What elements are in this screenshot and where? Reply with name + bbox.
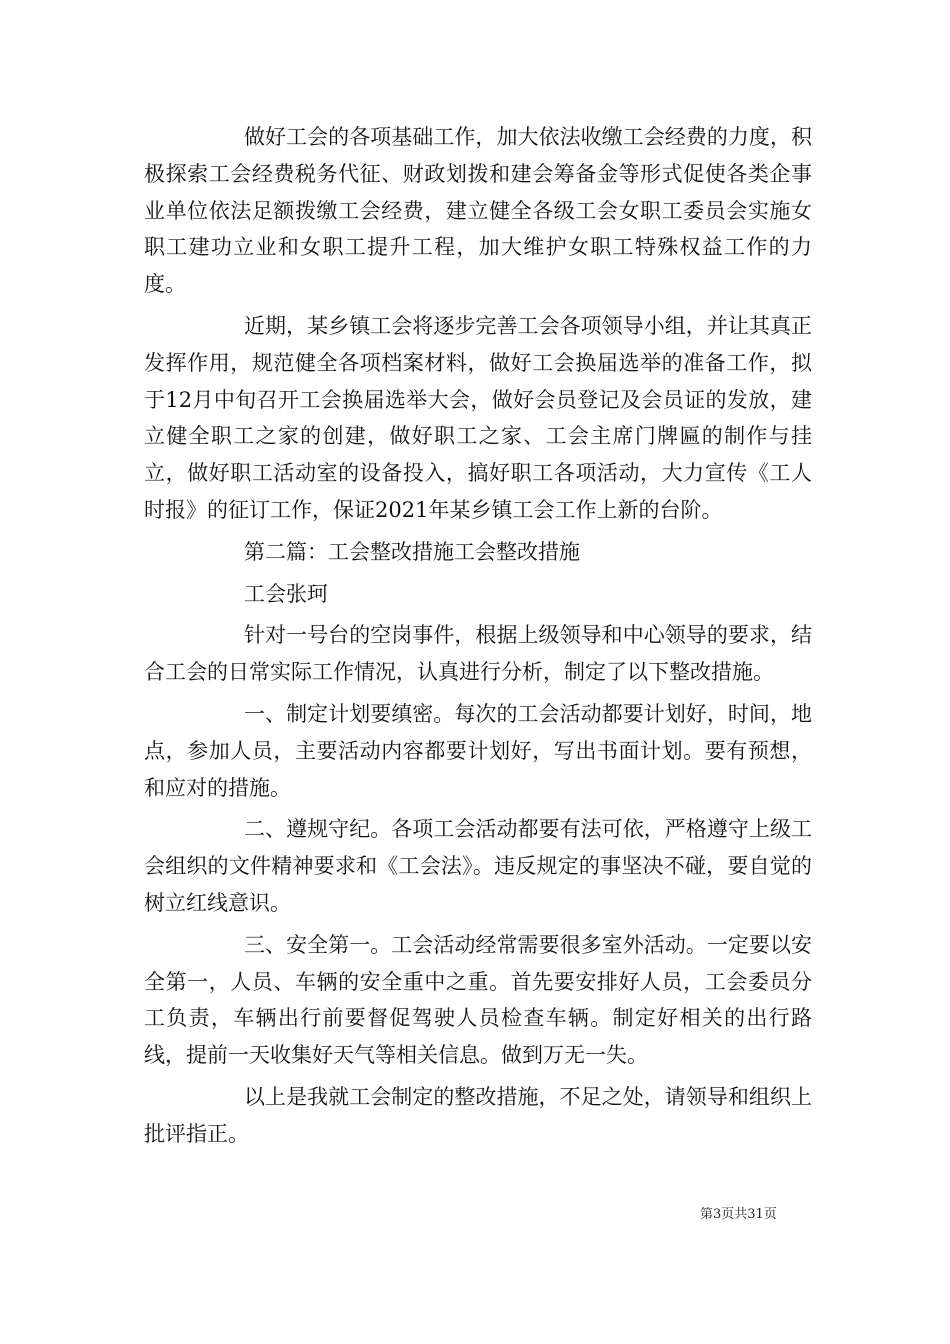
paragraph-measure-three: 三、安全第一。工会活动经常需要很多室外活动。一定要以安全第一，人员、车辆的安全重中之重。首先要安排好人员，工会委员分工负责，车辆出行前要督促驾驶人员检查车辆。制定好相关的出行路线，提前一天收集好天气等相关信息。做到万无一失。: [144, 932, 812, 1068]
paragraph-measure-one: 一、制定计划要缜密。每次的工会活动都要计划好，时间，地点，参加人员，主要活动内容都要计划好，写出书面计划。要有预想，和应对的措施。: [144, 701, 812, 800]
author-line: 工会张珂: [244, 581, 328, 606]
page-number-footer: 第3页共31页: [700, 1207, 777, 1222]
paragraph-recent-plans: 近期，某乡镇工会将逐步完善工会各项领导小组，并让其真正发挥作用，规范健全各项档案材料，做好工会换届选举的准备工作，拟于12月中旬召开工会换届选举大会，做好会员登记及会员证的发放，建立健全职工之家的创建，做好职工之家、工会主席门牌匾的制作与挂立，做好职工活动室的设备投入，搞好职工各项活动，大力宣传《工人时报》的征订工作，保证2021年某乡镇工会工作上新的台阶。: [144, 313, 812, 522]
paragraph-measure-two: 二、遵规守纪。各项工会活动都要有法可依，严格遵守上级工会组织的文件精神要求和《工会法》。违反规定的事坚决不碰，要自觉的树立红线意识。: [144, 817, 812, 915]
paragraph-conclusion: 以上是我就工会制定的整改措施，不足之处，请领导和组织上批评指正。: [144, 1084, 812, 1146]
document-body: [144, 119, 812, 1158]
paragraph-intro: 针对一号台的空岗事件，根据上级领导和中心领导的要求，结合工会的日常实际工作情况，认真进行分析，制定了以下整改措施。: [144, 623, 812, 685]
section-heading-second-article: 第二篇：工会整改措施工会整改措施: [244, 539, 580, 564]
paragraph-union-basic-work: 做好工会的各项基础工作，加大依法收缴工会经费的力度，积极探索工会经费税务代征、财政划拨和建会筹备金等形式促使各类企事业单位依法足额拨缴工会经费，建立健全各级工会女职工委员会实施女职工建功立业和女职工提升工程，加大维护女职工特殊权益工作的力度。: [144, 125, 812, 297]
